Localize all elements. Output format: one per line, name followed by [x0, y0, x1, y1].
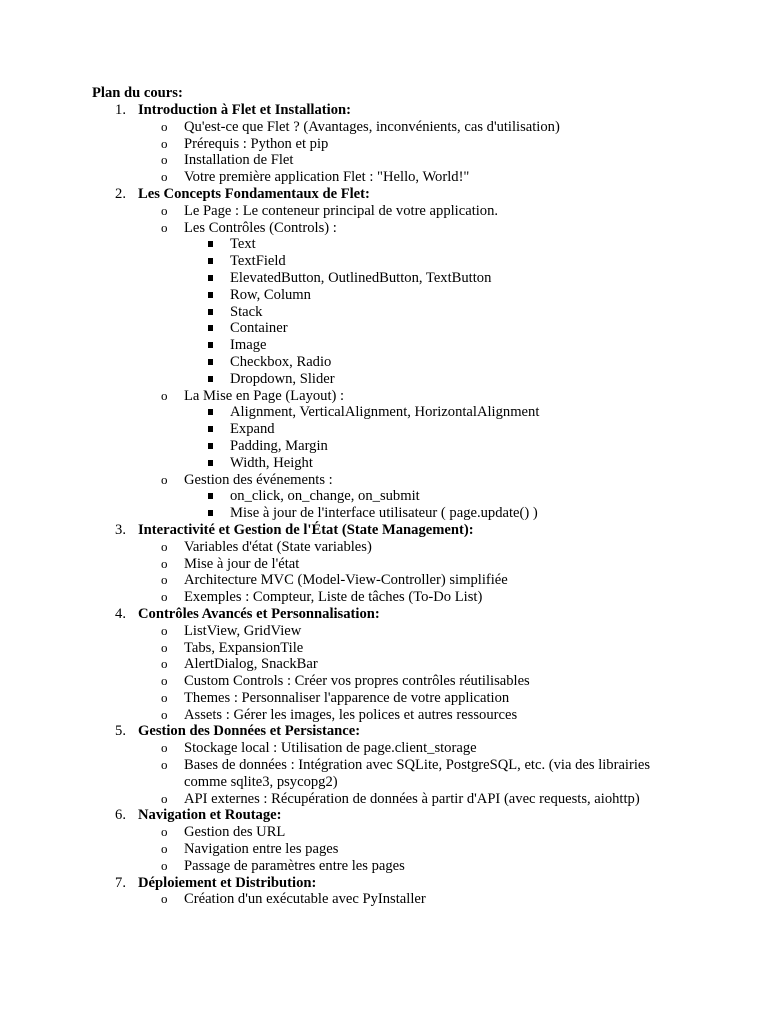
subtopic-line [92, 203, 732, 220]
detail-text: Dropdown, Slider [230, 370, 335, 387]
detail-item [92, 505, 732, 522]
subtopic-text: Passage de paramètres entre les pages [184, 857, 405, 874]
circle-bullet-icon: o [161, 656, 168, 672]
subtopic-list [92, 891, 732, 908]
detail-text: Width, Height [230, 454, 313, 471]
subtopic-line [92, 220, 732, 237]
subtopic-line [92, 572, 732, 589]
subtopic-list [92, 824, 732, 874]
subtopic-line [92, 539, 732, 556]
subtopic-line [92, 119, 732, 136]
subtopic-text: Custom Controls : Créer vos propres contrôles réutilisables [184, 673, 530, 690]
subtopic-text: Bases de données : Intégration avec SQLite, PostgreSQL, etc. (via des librairies comme sqlite3, psycopg2) [184, 757, 651, 790]
square-bullet-icon [208, 426, 213, 432]
section-item [92, 102, 732, 186]
section-number: 6. [115, 807, 126, 824]
subtopic-text: Architecture MVC (Model-View-Controller) simplifiée [184, 572, 508, 589]
section-heading [92, 186, 732, 203]
subtopic-line [92, 858, 732, 875]
detail-item [92, 253, 732, 270]
detail-list [92, 404, 732, 471]
subtopic-text: Gestion des URL [184, 824, 286, 841]
subtopic-text: Votre première application Flet : "Hello, World!" [184, 169, 470, 186]
subtopic-item [92, 220, 732, 388]
circle-bullet-icon: o [161, 202, 168, 218]
section-title: Interactivité et Gestion de l'État (State Management): [138, 521, 474, 538]
section-heading [92, 102, 732, 119]
subtopic-line [92, 169, 732, 186]
circle-bullet-icon: o [161, 706, 168, 722]
subtopic-list [92, 539, 732, 606]
circle-bullet-icon: o [161, 790, 168, 806]
section-item [92, 186, 732, 522]
circle-bullet-icon: o [161, 824, 168, 840]
subtopic-item [92, 556, 732, 573]
detail-text: Stack [230, 303, 263, 320]
subtopic-line [92, 707, 732, 724]
detail-text: Row, Column [230, 286, 311, 303]
detail-text: Container [230, 320, 288, 337]
subtopic-line [92, 740, 732, 757]
subtopic-line [92, 656, 732, 673]
detail-text: ElevatedButton, OutlinedButton, TextButton [230, 269, 492, 286]
detail-text: on_click, on_change, on_submit [230, 488, 420, 505]
section-number: 4. [115, 605, 126, 622]
circle-bullet-icon: o [161, 471, 168, 487]
square-bullet-icon [208, 275, 213, 281]
section-heading [92, 723, 732, 740]
detail-item [92, 438, 732, 455]
subtopic-item [92, 707, 732, 724]
circle-bullet-icon: o [161, 555, 168, 571]
subtopic-item [92, 539, 732, 556]
section-heading [92, 875, 732, 892]
subtopic-text: AlertDialog, SnackBar [184, 656, 318, 673]
subtopic-item [92, 136, 732, 153]
subtopic-line [92, 673, 732, 690]
subtopic-line [92, 690, 732, 707]
section-number: 5. [115, 723, 126, 740]
subtopic-item [92, 690, 732, 707]
subtopic-item [92, 640, 732, 657]
subtopic-item [92, 757, 732, 791]
detail-item [92, 337, 732, 354]
subtopic-item [92, 572, 732, 589]
subtopic-text: Installation de Flet [184, 152, 294, 169]
subtopic-item [92, 673, 732, 690]
section-heading [92, 522, 732, 539]
subtopic-item [92, 858, 732, 875]
detail-text: Expand [230, 421, 275, 438]
subtopic-text: Themes : Personnaliser l'apparence de votre application [184, 689, 510, 706]
section-title: Navigation et Routage: [138, 807, 282, 824]
square-bullet-icon [208, 409, 213, 415]
section-list [92, 102, 732, 908]
detail-item [92, 354, 732, 371]
circle-bullet-icon: o [161, 841, 168, 857]
detail-item [92, 304, 732, 321]
subtopic-text: Assets : Gérer les images, les polices et autres ressources [184, 706, 518, 723]
section-item [92, 723, 732, 807]
section-number: 2. [115, 185, 126, 202]
circle-bullet-icon: o [161, 135, 168, 151]
subtopic-text: Gestion des événements : [184, 471, 333, 488]
subtopic-item [92, 203, 732, 220]
section-title: Gestion des Données et Persistance: [138, 723, 361, 740]
circle-bullet-icon: o [161, 152, 168, 168]
subtopic-line [92, 841, 732, 858]
detail-list [92, 488, 732, 522]
section-item [92, 807, 732, 874]
section-item [92, 875, 732, 909]
detail-item [92, 455, 732, 472]
subtopic-item [92, 152, 732, 169]
circle-bullet-icon: o [161, 387, 168, 403]
circle-bullet-icon: o [161, 219, 168, 235]
subtopic-list [92, 623, 732, 724]
detail-item [92, 404, 732, 421]
circle-bullet-icon: o [161, 118, 168, 134]
subtopic-line [92, 623, 732, 640]
subtopic-line [92, 388, 732, 405]
square-bullet-icon [208, 460, 213, 466]
circle-bullet-icon: o [161, 169, 168, 185]
detail-item [92, 287, 732, 304]
subtopic-list [92, 203, 732, 522]
subtopic-text: Le Page : Le conteneur principal de votre application. [184, 202, 499, 219]
detail-text: Checkbox, Radio [230, 353, 332, 370]
detail-text: Alignment, VerticalAlignment, HorizontalAlignment [230, 404, 540, 421]
subtopic-list [92, 119, 732, 186]
subtopic-line [92, 589, 732, 606]
subtopic-text: Variables d'état (State variables) [184, 538, 372, 555]
subtopic-line [92, 891, 732, 908]
detail-text: Image [230, 337, 267, 354]
circle-bullet-icon: o [161, 740, 168, 756]
detail-text: TextField [230, 253, 286, 270]
circle-bullet-icon: o [161, 572, 168, 588]
detail-text: Mise à jour de l'interface utilisateur ( page.update() ) [230, 505, 538, 522]
subtopic-item [92, 891, 732, 908]
detail-item [92, 320, 732, 337]
section-heading [92, 606, 732, 623]
subtopic-text: Mise à jour de l'état [184, 555, 300, 572]
square-bullet-icon [208, 292, 213, 298]
section-item [92, 606, 732, 724]
subtopic-item [92, 623, 732, 640]
subtopic-line [92, 824, 732, 841]
circle-bullet-icon: o [161, 689, 168, 705]
circle-bullet-icon: o [161, 622, 168, 638]
subtopic-text: API externes : Récupération de données à partir d'API (avec requests, aiohttp) [184, 790, 640, 807]
circle-bullet-icon: o [161, 757, 168, 773]
square-bullet-icon [208, 510, 213, 516]
detail-item [92, 488, 732, 505]
subtopic-item [92, 791, 732, 808]
subtopic-line [92, 152, 732, 169]
square-bullet-icon [208, 258, 213, 264]
subtopic-item [92, 388, 732, 472]
subtopic-text: ListView, GridView [184, 622, 302, 639]
detail-item [92, 270, 732, 287]
subtopic-line [92, 640, 732, 657]
subtopic-line [92, 472, 732, 489]
subtopic-item [92, 119, 732, 136]
detail-item [92, 371, 732, 388]
square-bullet-icon [208, 493, 213, 499]
subtopic-item [92, 589, 732, 606]
square-bullet-icon [208, 443, 213, 449]
circle-bullet-icon: o [161, 891, 168, 907]
detail-item [92, 236, 732, 253]
subtopic-item [92, 472, 732, 522]
subtopic-text: La Mise en Page (Layout) : [184, 387, 345, 404]
square-bullet-icon [208, 359, 213, 365]
subtopic-text: Navigation entre les pages [184, 841, 339, 858]
subtopic-item [92, 169, 732, 186]
subtopic-line [92, 757, 732, 791]
subtopic-text: Exemples : Compteur, Liste de tâches (To-Do List) [184, 589, 483, 606]
square-bullet-icon [208, 376, 213, 382]
circle-bullet-icon: o [161, 639, 168, 655]
subtopic-line [92, 136, 732, 153]
square-bullet-icon [208, 241, 213, 247]
subtopic-text: Les Contrôles (Controls) : [184, 219, 337, 236]
subtopic-text: Stockage local : Utilisation de page.client_storage [184, 740, 477, 757]
section-title: Les Concepts Fondamentaux de Flet: [138, 185, 370, 202]
square-bullet-icon [208, 342, 213, 348]
section-number: 3. [115, 521, 126, 538]
section-heading [92, 807, 732, 824]
circle-bullet-icon: o [161, 673, 168, 689]
square-bullet-icon [208, 309, 213, 315]
section-title: Introduction à Flet et Installation: [138, 102, 351, 118]
subtopic-item [92, 824, 732, 841]
circle-bullet-icon: o [161, 857, 168, 873]
subtopic-text: Prérequis : Python et pip [184, 135, 329, 152]
detail-text: Text [230, 236, 256, 253]
detail-list [92, 236, 732, 387]
course-plan-document [92, 85, 732, 908]
section-number: 7. [115, 874, 126, 891]
circle-bullet-icon: o [161, 538, 168, 554]
square-bullet-icon [208, 325, 213, 331]
subtopic-line [92, 791, 732, 808]
subtopic-text: Création d'un exécutable avec PyInstaller [184, 891, 426, 908]
subtopic-list [92, 740, 732, 807]
subtopic-text: Qu'est-ce que Flet ? (Avantages, inconvénients, cas d'utilisation) [184, 118, 560, 135]
circle-bullet-icon: o [161, 589, 168, 605]
subtopic-text: Tabs, ExpansionTile [184, 639, 304, 656]
detail-item [92, 421, 732, 438]
detail-text: Padding, Margin [230, 437, 328, 454]
section-title: Déploiement et Distribution: [138, 874, 317, 891]
subtopic-item [92, 740, 732, 757]
subtopic-item [92, 656, 732, 673]
subtopic-line [92, 556, 732, 573]
section-number: 1. [115, 102, 126, 118]
section-title: Contrôles Avancés et Personnalisation: [138, 605, 380, 622]
section-item [92, 522, 732, 606]
plan-title: Plan du cours: [92, 85, 183, 101]
subtopic-item [92, 841, 732, 858]
